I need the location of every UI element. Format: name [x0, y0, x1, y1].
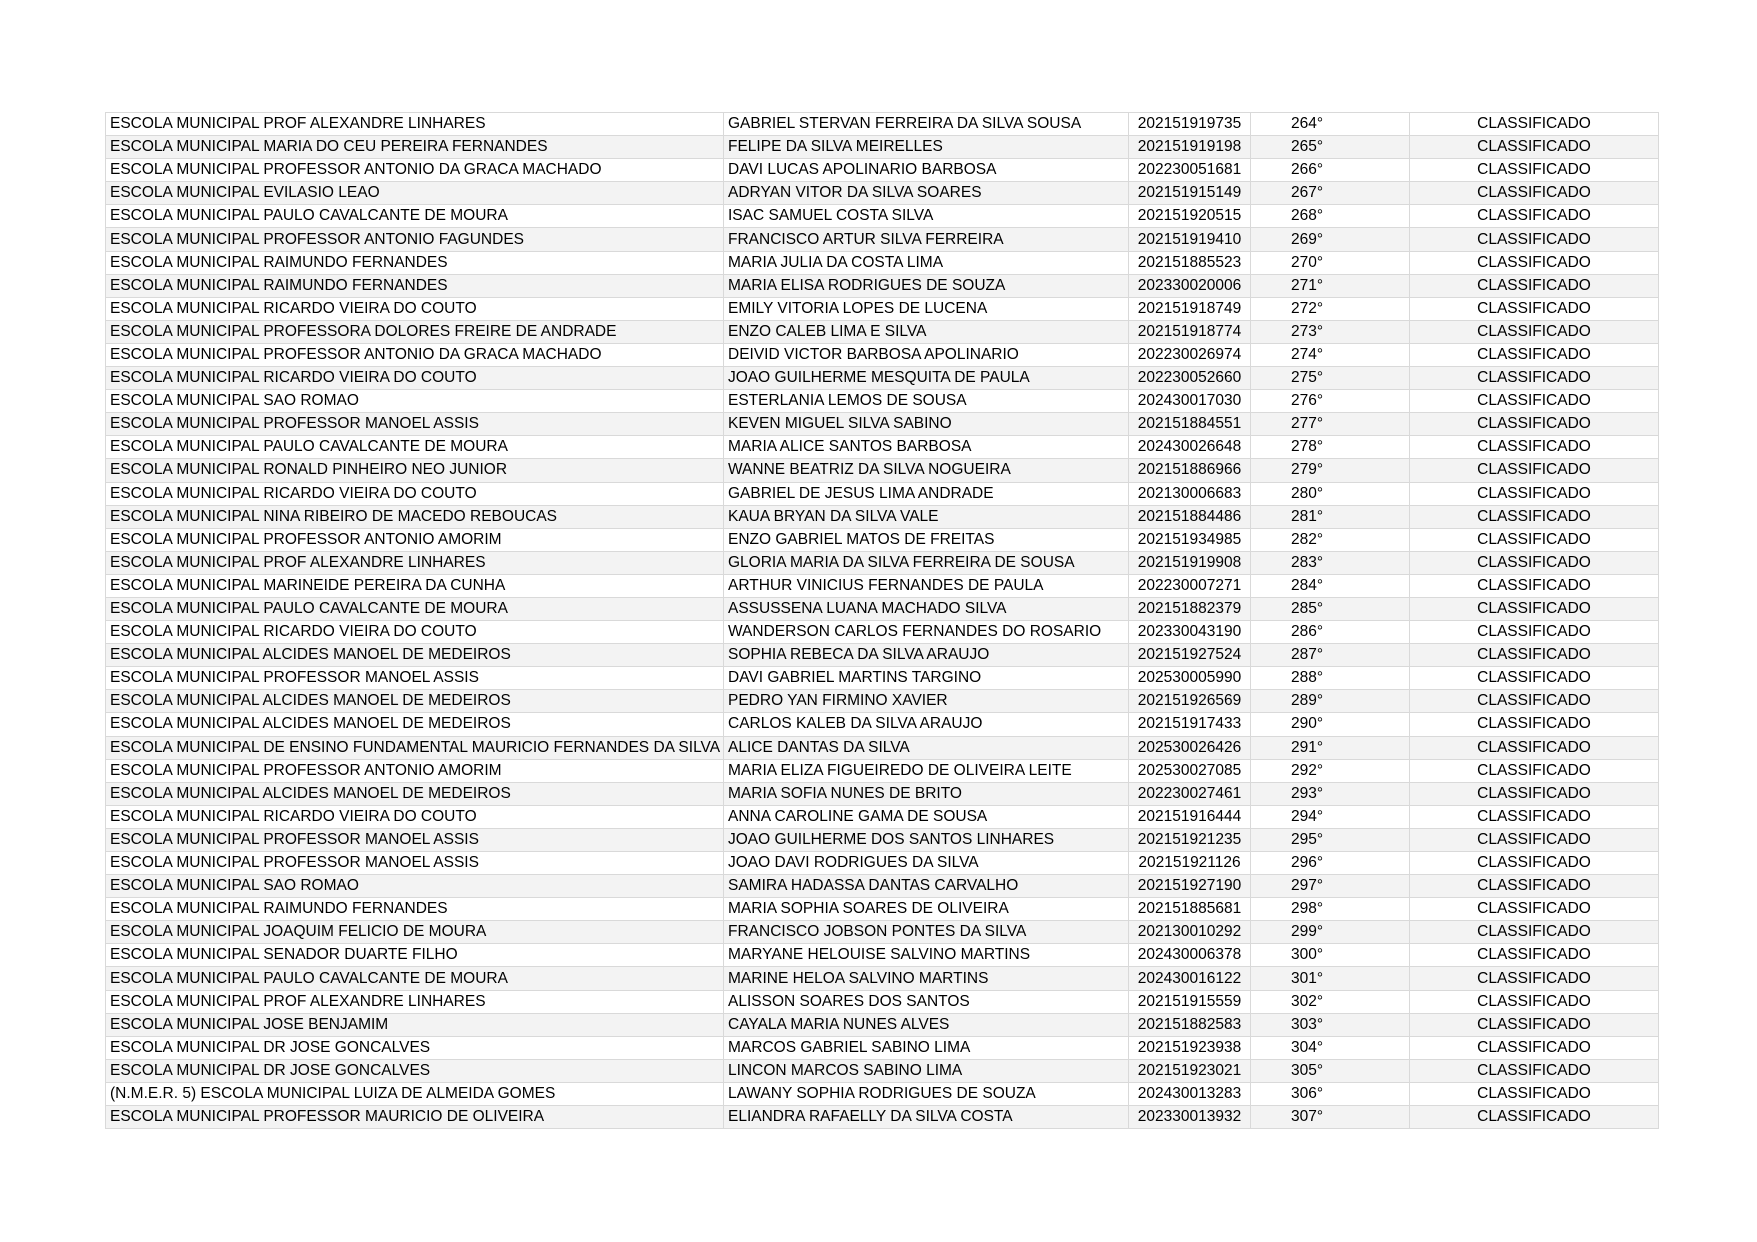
- table-row: [106, 528, 1659, 551]
- ranking-position-cell: 301°: [1251, 967, 1410, 990]
- school-name-cell: ESCOLA MUNICIPAL SAO ROMAO: [106, 390, 724, 413]
- status-cell: CLASSIFICADO: [1410, 205, 1659, 228]
- ranking-position-cell: 285°: [1251, 597, 1410, 620]
- status-cell: CLASSIFICADO: [1410, 482, 1659, 505]
- status-cell: CLASSIFICADO: [1410, 528, 1659, 551]
- registration-number-cell: 202230026974: [1129, 343, 1251, 366]
- table-row: [106, 551, 1659, 574]
- table-row: [106, 413, 1659, 436]
- school-name-cell: ESCOLA MUNICIPAL EVILASIO LEAO: [106, 182, 724, 205]
- student-name-cell: MARIA JULIA DA COSTA LIMA: [724, 251, 1129, 274]
- ranking-position-cell: 283°: [1251, 551, 1410, 574]
- ranking-position-cell: 279°: [1251, 459, 1410, 482]
- school-name-cell: ESCOLA MUNICIPAL PAULO CAVALCANTE DE MOURA: [106, 436, 724, 459]
- table-row: [106, 574, 1659, 597]
- school-name-cell: ESCOLA MUNICIPAL RAIMUNDO FERNANDES: [106, 251, 724, 274]
- student-name-cell: ALISSON SOARES DOS SANTOS: [724, 990, 1129, 1013]
- student-name-cell: EMILY VITORIA LOPES DE LUCENA: [724, 297, 1129, 320]
- table-row: [106, 690, 1659, 713]
- status-cell: CLASSIFICADO: [1410, 621, 1659, 644]
- student-name-cell: MARIA SOPHIA SOARES DE OLIVEIRA: [724, 898, 1129, 921]
- school-name-cell: ESCOLA MUNICIPAL PROFESSOR MANOEL ASSIS: [106, 413, 724, 436]
- school-name-cell: ESCOLA MUNICIPAL PROFESSORA DOLORES FREIRE DE ANDRADE: [106, 320, 724, 343]
- ranking-position-cell: 289°: [1251, 690, 1410, 713]
- school-name-cell: ESCOLA MUNICIPAL PROFESSOR ANTONIO FAGUNDES: [106, 228, 724, 251]
- table-row: [106, 944, 1659, 967]
- school-name-cell: ESCOLA MUNICIPAL MARINEIDE PEREIRA DA CUNHA: [106, 574, 724, 597]
- student-name-cell: FRANCISCO ARTUR SILVA FERREIRA: [724, 228, 1129, 251]
- table-row: [106, 852, 1659, 875]
- registration-number-cell: 202151884486: [1129, 505, 1251, 528]
- registration-number-cell: 202151927524: [1129, 644, 1251, 667]
- student-name-cell: LINCON MARCOS SABINO LIMA: [724, 1059, 1129, 1082]
- status-cell: CLASSIFICADO: [1410, 759, 1659, 782]
- ranking-position-cell: 293°: [1251, 782, 1410, 805]
- status-cell: CLASSIFICADO: [1410, 1036, 1659, 1059]
- school-name-cell: ESCOLA MUNICIPAL DR JOSE GONCALVES: [106, 1059, 724, 1082]
- school-name-cell: ESCOLA MUNICIPAL SENADOR DUARTE FILHO: [106, 944, 724, 967]
- registration-number-cell: 202151916444: [1129, 805, 1251, 828]
- student-name-cell: DAVI LUCAS APOLINARIO BARBOSA: [724, 159, 1129, 182]
- school-name-cell: ESCOLA MUNICIPAL MARIA DO CEU PEREIRA FERNANDES: [106, 136, 724, 159]
- school-name-cell: ESCOLA MUNICIPAL RICARDO VIEIRA DO COUTO: [106, 297, 724, 320]
- school-name-cell: ESCOLA MUNICIPAL PROF ALEXANDRE LINHARES: [106, 990, 724, 1013]
- ranking-position-cell: 284°: [1251, 574, 1410, 597]
- school-name-cell: ESCOLA MUNICIPAL ALCIDES MANOEL DE MEDEIROS: [106, 782, 724, 805]
- student-name-cell: MARIA SOFIA NUNES DE BRITO: [724, 782, 1129, 805]
- ranking-position-cell: 292°: [1251, 759, 1410, 782]
- status-cell: CLASSIFICADO: [1410, 459, 1659, 482]
- table-row: [106, 1036, 1659, 1059]
- registration-number-cell: 202430013283: [1129, 1082, 1251, 1105]
- school-name-cell: ESCOLA MUNICIPAL JOAQUIM FELICIO DE MOURA: [106, 921, 724, 944]
- student-name-cell: GLORIA MARIA DA SILVA FERREIRA DE SOUSA: [724, 551, 1129, 574]
- student-name-cell: PEDRO YAN FIRMINO XAVIER: [724, 690, 1129, 713]
- registration-number-cell: 202151923938: [1129, 1036, 1251, 1059]
- ranking-position-cell: 305°: [1251, 1059, 1410, 1082]
- status-cell: CLASSIFICADO: [1410, 1059, 1659, 1082]
- student-name-cell: WANDERSON CARLOS FERNANDES DO ROSARIO: [724, 621, 1129, 644]
- table-row: [106, 805, 1659, 828]
- ranking-position-cell: 297°: [1251, 875, 1410, 898]
- ranking-position-cell: 302°: [1251, 990, 1410, 1013]
- status-cell: CLASSIFICADO: [1410, 667, 1659, 690]
- student-name-cell: KEVEN MIGUEL SILVA SABINO: [724, 413, 1129, 436]
- school-name-cell: ESCOLA MUNICIPAL ALCIDES MANOEL DE MEDEIROS: [106, 644, 724, 667]
- ranking-position-cell: 271°: [1251, 274, 1410, 297]
- registration-number-cell: 202151917433: [1129, 713, 1251, 736]
- school-name-cell: ESCOLA MUNICIPAL PROF ALEXANDRE LINHARES: [106, 113, 724, 136]
- registration-number-cell: 202151882379: [1129, 597, 1251, 620]
- status-cell: CLASSIFICADO: [1410, 367, 1659, 390]
- registration-number-cell: 202151919410: [1129, 228, 1251, 251]
- status-cell: CLASSIFICADO: [1410, 390, 1659, 413]
- registration-number-cell: 202151918749: [1129, 297, 1251, 320]
- ranking-position-cell: 298°: [1251, 898, 1410, 921]
- student-name-cell: ANNA CAROLINE GAMA DE SOUSA: [724, 805, 1129, 828]
- table-row: [106, 459, 1659, 482]
- table-row: [106, 182, 1659, 205]
- registration-number-cell: 202151919908: [1129, 551, 1251, 574]
- table-row: [106, 136, 1659, 159]
- status-cell: CLASSIFICADO: [1410, 644, 1659, 667]
- student-name-cell: LAWANY SOPHIA RODRIGUES DE SOUZA: [724, 1082, 1129, 1105]
- student-name-cell: ESTERLANIA LEMOS DE SOUSA: [724, 390, 1129, 413]
- ranking-position-cell: 270°: [1251, 251, 1410, 274]
- status-cell: CLASSIFICADO: [1410, 297, 1659, 320]
- registration-number-cell: 202530026426: [1129, 736, 1251, 759]
- table-row: [106, 736, 1659, 759]
- student-name-cell: MARCOS GABRIEL SABINO LIMA: [724, 1036, 1129, 1059]
- school-name-cell: ESCOLA MUNICIPAL PROFESSOR MAURICIO DE OLIVEIRA: [106, 1106, 724, 1129]
- registration-number-cell: 202151927190: [1129, 875, 1251, 898]
- status-cell: CLASSIFICADO: [1410, 805, 1659, 828]
- registration-number-cell: 202151921126: [1129, 852, 1251, 875]
- student-name-cell: DAVI GABRIEL MARTINS TARGINO: [724, 667, 1129, 690]
- registration-number-cell: 202151884551: [1129, 413, 1251, 436]
- student-name-cell: ASSUSSENA LUANA MACHADO SILVA: [724, 597, 1129, 620]
- table-row: [106, 436, 1659, 459]
- table-row: [106, 482, 1659, 505]
- ranking-position-cell: 307°: [1251, 1106, 1410, 1129]
- school-name-cell: ESCOLA MUNICIPAL RONALD PINHEIRO NEO JUNIOR: [106, 459, 724, 482]
- school-name-cell: ESCOLA MUNICIPAL RICARDO VIEIRA DO COUTO: [106, 621, 724, 644]
- student-name-cell: CARLOS KALEB DA SILVA ARAUJO: [724, 713, 1129, 736]
- ranking-position-cell: 274°: [1251, 343, 1410, 366]
- ranking-position-cell: 291°: [1251, 736, 1410, 759]
- ranking-position-cell: 304°: [1251, 1036, 1410, 1059]
- registration-number-cell: 202151923021: [1129, 1059, 1251, 1082]
- ranking-position-cell: 300°: [1251, 944, 1410, 967]
- table-row: [106, 320, 1659, 343]
- table-row: [106, 113, 1659, 136]
- ranking-position-cell: 290°: [1251, 713, 1410, 736]
- status-cell: CLASSIFICADO: [1410, 967, 1659, 990]
- student-name-cell: MARIA ALICE SANTOS BARBOSA: [724, 436, 1129, 459]
- registration-number-cell: 202430016122: [1129, 967, 1251, 990]
- status-cell: CLASSIFICADO: [1410, 736, 1659, 759]
- ranking-position-cell: 276°: [1251, 390, 1410, 413]
- status-cell: CLASSIFICADO: [1410, 228, 1659, 251]
- registration-number-cell: 202230051681: [1129, 159, 1251, 182]
- school-name-cell: ESCOLA MUNICIPAL DR JOSE GONCALVES: [106, 1036, 724, 1059]
- registration-number-cell: 202151934985: [1129, 528, 1251, 551]
- ranking-position-cell: 269°: [1251, 228, 1410, 251]
- ranking-position-cell: 299°: [1251, 921, 1410, 944]
- table-row: [106, 251, 1659, 274]
- ranking-position-cell: 306°: [1251, 1082, 1410, 1105]
- ranking-position-cell: 266°: [1251, 159, 1410, 182]
- registration-number-cell: 202151918774: [1129, 320, 1251, 343]
- status-cell: CLASSIFICADO: [1410, 852, 1659, 875]
- student-name-cell: MARYANE HELOUISE SALVINO MARTINS: [724, 944, 1129, 967]
- student-name-cell: ADRYAN VITOR DA SILVA SOARES: [724, 182, 1129, 205]
- ranking-position-cell: 272°: [1251, 297, 1410, 320]
- student-name-cell: FELIPE DA SILVA MEIRELLES: [724, 136, 1129, 159]
- ranking-position-cell: 287°: [1251, 644, 1410, 667]
- school-name-cell: ESCOLA MUNICIPAL PAULO CAVALCANTE DE MOURA: [106, 967, 724, 990]
- ranking-position-cell: 275°: [1251, 367, 1410, 390]
- status-cell: CLASSIFICADO: [1410, 551, 1659, 574]
- ranking-position-cell: 296°: [1251, 852, 1410, 875]
- registration-number-cell: 202151882583: [1129, 1013, 1251, 1036]
- results-table: [105, 112, 1659, 1129]
- status-cell: CLASSIFICADO: [1410, 413, 1659, 436]
- ranking-position-cell: 273°: [1251, 320, 1410, 343]
- table-row: [106, 921, 1659, 944]
- ranking-position-cell: 288°: [1251, 667, 1410, 690]
- school-name-cell: ESCOLA MUNICIPAL PROFESSOR ANTONIO AMORIM: [106, 528, 724, 551]
- status-cell: CLASSIFICADO: [1410, 1082, 1659, 1105]
- table-row: [106, 875, 1659, 898]
- registration-number-cell: 202151915559: [1129, 990, 1251, 1013]
- registration-number-cell: 202230052660: [1129, 367, 1251, 390]
- registration-number-cell: 202330043190: [1129, 621, 1251, 644]
- registration-number-cell: 202530027085: [1129, 759, 1251, 782]
- ranking-position-cell: 281°: [1251, 505, 1410, 528]
- school-name-cell: ESCOLA MUNICIPAL PROFESSOR ANTONIO DA GRACA MACHADO: [106, 159, 724, 182]
- school-name-cell: ESCOLA MUNICIPAL PROFESSOR ANTONIO AMORIM: [106, 759, 724, 782]
- school-name-cell: ESCOLA MUNICIPAL RAIMUNDO FERNANDES: [106, 898, 724, 921]
- school-name-cell: ESCOLA MUNICIPAL PAULO CAVALCANTE DE MOURA: [106, 205, 724, 228]
- school-name-cell: ESCOLA MUNICIPAL NINA RIBEIRO DE MACEDO REBOUCAS: [106, 505, 724, 528]
- school-name-cell: ESCOLA MUNICIPAL PROF ALEXANDRE LINHARES: [106, 551, 724, 574]
- table-row: [106, 667, 1659, 690]
- status-cell: CLASSIFICADO: [1410, 505, 1659, 528]
- student-name-cell: WANNE BEATRIZ DA SILVA NOGUEIRA: [724, 459, 1129, 482]
- student-name-cell: GABRIEL DE JESUS LIMA ANDRADE: [724, 482, 1129, 505]
- status-cell: CLASSIFICADO: [1410, 274, 1659, 297]
- table-row: [106, 1059, 1659, 1082]
- registration-number-cell: 202230007271: [1129, 574, 1251, 597]
- ranking-position-cell: 268°: [1251, 205, 1410, 228]
- table-row: [106, 759, 1659, 782]
- registration-number-cell: 202530005990: [1129, 667, 1251, 690]
- school-name-cell: ESCOLA MUNICIPAL PROFESSOR ANTONIO DA GRACA MACHADO: [106, 343, 724, 366]
- school-name-cell: ESCOLA MUNICIPAL PROFESSOR MANOEL ASSIS: [106, 667, 724, 690]
- table-row: [106, 159, 1659, 182]
- registration-number-cell: 202151926569: [1129, 690, 1251, 713]
- ranking-position-cell: 282°: [1251, 528, 1410, 551]
- student-name-cell: KAUA BRYAN DA SILVA VALE: [724, 505, 1129, 528]
- table-row: [106, 367, 1659, 390]
- student-name-cell: ARTHUR VINICIUS FERNANDES DE PAULA: [724, 574, 1129, 597]
- ranking-position-cell: 295°: [1251, 828, 1410, 851]
- registration-number-cell: 202151886966: [1129, 459, 1251, 482]
- ranking-position-cell: 303°: [1251, 1013, 1410, 1036]
- student-name-cell: SOPHIA REBECA DA SILVA ARAUJO: [724, 644, 1129, 667]
- table-row: [106, 1106, 1659, 1129]
- table-row: [106, 390, 1659, 413]
- table-row: [106, 1082, 1659, 1105]
- table-row: [106, 274, 1659, 297]
- status-cell: CLASSIFICADO: [1410, 782, 1659, 805]
- registration-number-cell: 202151921235: [1129, 828, 1251, 851]
- student-name-cell: MARIA ELIZA FIGUEIREDO DE OLIVEIRA LEITE: [724, 759, 1129, 782]
- school-name-cell: ESCOLA MUNICIPAL RICARDO VIEIRA DO COUTO: [106, 805, 724, 828]
- table-row: [106, 644, 1659, 667]
- student-name-cell: ALICE DANTAS DA SILVA: [724, 736, 1129, 759]
- ranking-position-cell: 277°: [1251, 413, 1410, 436]
- ranking-position-cell: 265°: [1251, 136, 1410, 159]
- student-name-cell: SAMIRA HADASSA DANTAS CARVALHO: [724, 875, 1129, 898]
- school-name-cell: ESCOLA MUNICIPAL RAIMUNDO FERNANDES: [106, 274, 724, 297]
- table-row: [106, 505, 1659, 528]
- table-row: [106, 621, 1659, 644]
- school-name-cell: ESCOLA MUNICIPAL RICARDO VIEIRA DO COUTO: [106, 482, 724, 505]
- status-cell: CLASSIFICADO: [1410, 113, 1659, 136]
- table-row: [106, 828, 1659, 851]
- table-row: [106, 228, 1659, 251]
- registration-number-cell: 202430026648: [1129, 436, 1251, 459]
- status-cell: CLASSIFICADO: [1410, 1013, 1659, 1036]
- table-row: [106, 205, 1659, 228]
- results-table-body: [106, 113, 1659, 1129]
- registration-number-cell: 202330020006: [1129, 274, 1251, 297]
- school-name-cell: ESCOLA MUNICIPAL ALCIDES MANOEL DE MEDEIROS: [106, 713, 724, 736]
- status-cell: CLASSIFICADO: [1410, 944, 1659, 967]
- ranking-position-cell: 294°: [1251, 805, 1410, 828]
- status-cell: CLASSIFICADO: [1410, 921, 1659, 944]
- school-name-cell: ESCOLA MUNICIPAL SAO ROMAO: [106, 875, 724, 898]
- registration-number-cell: 202330013932: [1129, 1106, 1251, 1129]
- registration-number-cell: 202151920515: [1129, 205, 1251, 228]
- table-row: [106, 967, 1659, 990]
- registration-number-cell: 202151885523: [1129, 251, 1251, 274]
- status-cell: CLASSIFICADO: [1410, 182, 1659, 205]
- status-cell: CLASSIFICADO: [1410, 159, 1659, 182]
- status-cell: CLASSIFICADO: [1410, 320, 1659, 343]
- status-cell: CLASSIFICADO: [1410, 343, 1659, 366]
- registration-number-cell: 202151885681: [1129, 898, 1251, 921]
- ranking-position-cell: 286°: [1251, 621, 1410, 644]
- student-name-cell: CAYALA MARIA NUNES ALVES: [724, 1013, 1129, 1036]
- school-name-cell: ESCOLA MUNICIPAL JOSE BENJAMIM: [106, 1013, 724, 1036]
- school-name-cell: ESCOLA MUNICIPAL PAULO CAVALCANTE DE MOURA: [106, 597, 724, 620]
- school-name-cell: (N.M.E.R. 5) ESCOLA MUNICIPAL LUIZA DE ALMEIDA GOMES: [106, 1082, 724, 1105]
- school-name-cell: ESCOLA MUNICIPAL PROFESSOR MANOEL ASSIS: [106, 828, 724, 851]
- ranking-position-cell: 264°: [1251, 113, 1410, 136]
- registration-number-cell: 202430017030: [1129, 390, 1251, 413]
- school-name-cell: ESCOLA MUNICIPAL DE ENSINO FUNDAMENTAL MAURICIO FERNANDES DA SILVA: [106, 736, 724, 759]
- school-name-cell: ESCOLA MUNICIPAL ALCIDES MANOEL DE MEDEIROS: [106, 690, 724, 713]
- student-name-cell: ISAC SAMUEL COSTA SILVA: [724, 205, 1129, 228]
- status-cell: CLASSIFICADO: [1410, 713, 1659, 736]
- table-row: [106, 343, 1659, 366]
- student-name-cell: MARIA ELISA RODRIGUES DE SOUZA: [724, 274, 1129, 297]
- school-name-cell: ESCOLA MUNICIPAL RICARDO VIEIRA DO COUTO: [106, 367, 724, 390]
- status-cell: CLASSIFICADO: [1410, 136, 1659, 159]
- registration-number-cell: 202151919735: [1129, 113, 1251, 136]
- status-cell: CLASSIFICADO: [1410, 574, 1659, 597]
- student-name-cell: FRANCISCO JOBSON PONTES DA SILVA: [724, 921, 1129, 944]
- table-row: [106, 713, 1659, 736]
- status-cell: CLASSIFICADO: [1410, 828, 1659, 851]
- student-name-cell: ELIANDRA RAFAELLY DA SILVA COSTA: [724, 1106, 1129, 1129]
- student-name-cell: JOAO GUILHERME DOS SANTOS LINHARES: [724, 828, 1129, 851]
- student-name-cell: GABRIEL STERVAN FERREIRA DA SILVA SOUSA: [724, 113, 1129, 136]
- student-name-cell: ENZO CALEB LIMA E SILVA: [724, 320, 1129, 343]
- ranking-position-cell: 278°: [1251, 436, 1410, 459]
- status-cell: CLASSIFICADO: [1410, 436, 1659, 459]
- ranking-position-cell: 267°: [1251, 182, 1410, 205]
- table-row: [106, 297, 1659, 320]
- status-cell: CLASSIFICADO: [1410, 597, 1659, 620]
- student-name-cell: DEIVID VICTOR BARBOSA APOLINARIO: [724, 343, 1129, 366]
- student-name-cell: MARINE HELOA SALVINO MARTINS: [724, 967, 1129, 990]
- ranking-position-cell: 280°: [1251, 482, 1410, 505]
- student-name-cell: JOAO GUILHERME MESQUITA DE PAULA: [724, 367, 1129, 390]
- table-row: [106, 1013, 1659, 1036]
- status-cell: CLASSIFICADO: [1410, 990, 1659, 1013]
- registration-number-cell: 202430006378: [1129, 944, 1251, 967]
- registration-number-cell: 202151919198: [1129, 136, 1251, 159]
- registration-number-cell: 202151915149: [1129, 182, 1251, 205]
- status-cell: CLASSIFICADO: [1410, 1106, 1659, 1129]
- table-row: [106, 990, 1659, 1013]
- status-cell: CLASSIFICADO: [1410, 875, 1659, 898]
- table-row: [106, 898, 1659, 921]
- table-row: [106, 782, 1659, 805]
- student-name-cell: ENZO GABRIEL MATOS DE FREITAS: [724, 528, 1129, 551]
- school-name-cell: ESCOLA MUNICIPAL PROFESSOR MANOEL ASSIS: [106, 852, 724, 875]
- status-cell: CLASSIFICADO: [1410, 690, 1659, 713]
- registration-number-cell: 202230027461: [1129, 782, 1251, 805]
- registration-number-cell: 202130010292: [1129, 921, 1251, 944]
- status-cell: CLASSIFICADO: [1410, 251, 1659, 274]
- student-name-cell: JOAO DAVI RODRIGUES DA SILVA: [724, 852, 1129, 875]
- status-cell: CLASSIFICADO: [1410, 898, 1659, 921]
- registration-number-cell: 202130006683: [1129, 482, 1251, 505]
- table-row: [106, 597, 1659, 620]
